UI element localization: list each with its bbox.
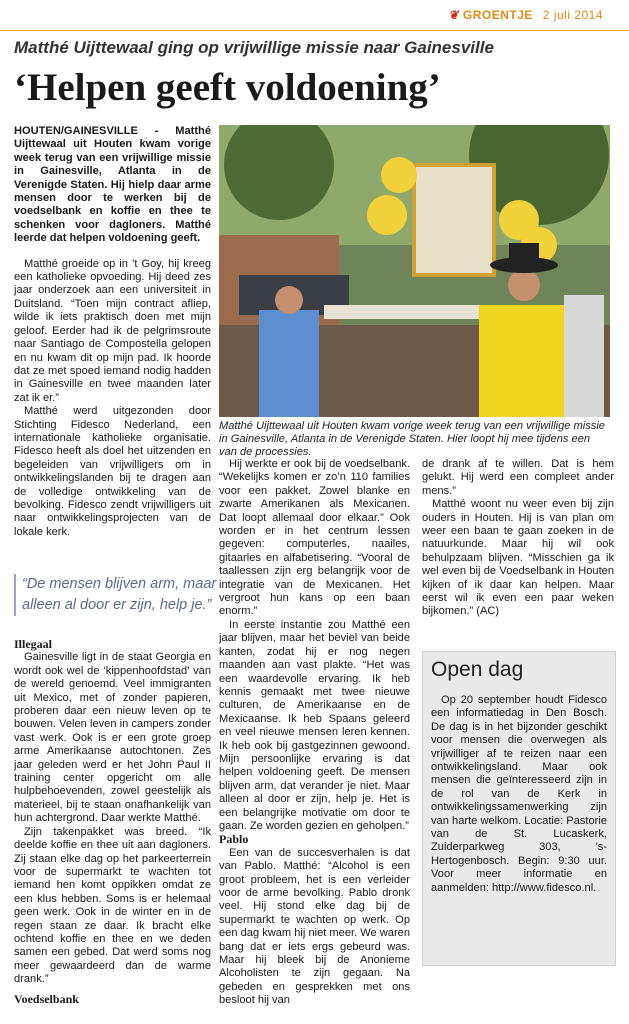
- open-dag-box: [422, 651, 616, 966]
- open-dag-text: Op 20 september houdt Fidesco een informatiedag in Den Bosch. De dag is in het bijzonder geschikt voor mensen die overwegen als vrijwilliger af te reizen naar een ontwikkelingsland. Maar ook mensen die geïnteresseerd zijn in de rol van de Kerk in ontwikkelingssamenwerking zijn van harte welkom. Locatie: Pastorie van de St. Lucaskerk, Zuiderparkweg 303, ’s-Hertogenbosch. Begin: 9:30 uur. Voor meer informatie en aanmelden: http://www.fidesco.nl.: [431, 694, 607, 894]
- lead-paragraph: HOUTEN/GAINESVILLE - Matthé Uijttewaal uit Houten kwam vorige week terug van een vrijwillige missie in Gainesville, Atlanta in de Verenigde Staten. Hij hielp daar arme mensen door te werken bij de voedselbank en koffie en thee te schenken voor dagloners. Matthé leerde dat helpen voldoening geeft.: [14, 125, 211, 245]
- column-1-bottom: [14, 638, 211, 1006]
- body-paragraph: Matthé groeide op in ’t Goy, hij kreeg een katholieke opvoeding. Hij deed zes jaar onderzoek aan een universiteit in Duitsland. “Toen mijn contract afliep, wilde ik iets praktisch doen met mijn geloof. Eerder had ik de pelgrimsroute naar Santiago de Compostella gelopen en nu kwam dit op mijn pad. Ik hoorde dat ze met spoed iemand nodig hadden in Gainesville en twee maanden later zat ik er.”: [14, 257, 211, 404]
- subhead-voedselbank: Voedselbank: [14, 991, 79, 1006]
- body-paragraph: Gainesville ligt in de staat Georgia en wordt ook wel de ‘kippenhoofdstad’ van de wereld genoemd. Veel immigranten uit Mexico, met of zonder papieren, proberen daar een nieuw leven op te bouwen. Velen leven in campers zonder vast werk. Ook is er een grote groep arme Amerikaanse autochtonen. Zes jaar geleden werd er het John Paul II training center opgericht om alle hulpbehoevenden, zowel geestelijk als materieel, bij te staan onafhankelijk van hun achtergrond. Daar werkte Matthé.: [14, 651, 211, 825]
- column-2: [219, 458, 410, 1008]
- body-paragraph: Matthé werd uitgezonden door Stichting Fidesco Nederland, een internationale katholieke organisatie. Fidesco heeft als doel het uitzenden en begeleiden van vrijwilligers om in ontwikkelingslanden bij te dragen aan de volledige ontwikkeling van de bevolking. Fidesco zendt vrijwilligers uit naar ontwikkelingsprojecten van de lokale kerk.: [14, 405, 211, 538]
- body-paragraph: de drank af te willen. Dat is hem gelukt. Hij werd een compleet ander mens.”: [422, 458, 614, 497]
- body-paragraph: Hij werkte er ook bij de voedselbank. “Wekelijks komen er zo’n 110 families voor een pakket. Zowel blanke en zwarte Amerikanen als Mexicanen. Dat loopt allemaal door elkaar.” Ook worden er in het centrum lessen gegeven: computerles, naailes, gitaarles en alfabetisering. “Vooral de taallessen zijn erg belangrijk voor de integratie van de Mexicanen. Het vergroot hun kans op een baan enorm.”: [219, 458, 410, 618]
- paper-logo-icon: ❦: [448, 8, 460, 22]
- pull-quote: “De mensen blijven arm, maar alleen al door er zijn, help je.”: [14, 574, 218, 616]
- paper-masthead: [449, 8, 603, 22]
- subhead-illegaal: Illegaal: [14, 637, 52, 651]
- body-paragraph: In eerste instantie zou Matthé een jaar blijven, maar het beviel van beide kanten, zodat hij er nog negen maanden aan vast plakte. “Het was een waardevolle ervaring. Ik heb kennis gemaakt met twee nieuwe culturen, de Amerikaanse en de Mexicaanse. Ik heb Spaans geleerd en veel nieuwe mensen leren kennen. Ik heb ook bij gastgezinnen gewoond. Mijn persoonlijke ervaring is dat helpen voldoening geeft. De mensen blijven arm, dat verander je niet. Maar alleen al door er zijn, help je. Het is een belangrijke motivatie om door te gaan. Ze worden gezien en geholpen.”: [219, 618, 410, 832]
- column-3: [422, 458, 614, 619]
- column-1-top: [14, 125, 211, 539]
- subhead-pablo: Pablo: [219, 832, 249, 847]
- open-dag-title: Open dag: [431, 658, 524, 681]
- procession-photo-image: [219, 125, 610, 417]
- body-paragraph: Een van de succesverhalen is dat van Pablo. Matthé: “Alcohol is een groot probleem, het is een verleider voor de arme bevolking. Pablo dronk veel. Hij stond elke dag bij de supermarkt te wachten op werk. Op een dag kwam hij niet meer. We waren bang dat er iets ergs gebeurd was. Maar hij bleek bij de Anonieme Alcoholisten te zijn gegaan. Na gebeden en gesprekken met ons besloot hij van: [219, 846, 410, 1007]
- masthead: [8, 0, 621, 30]
- masthead-rule: [0, 30, 629, 31]
- procession-photo: [219, 125, 610, 417]
- paper-name: GROENTJE: [462, 8, 533, 22]
- kicker: Matthé Uijttewaal ging op vrijwillige missie naar Gainesville: [14, 38, 494, 57]
- issue-date: 2 juli 2014: [542, 8, 603, 22]
- body-paragraph: Matthé woont nu weer even bij zijn ouders in Houten. Hij is van plan om weer een baan te gaan zoeken in de natuurkunde. Maar hij wil ook behulpzaam blijven. “Misschien ga ik wel even bij de Voedselbank in Houten kijken of ik daar kan helpen. Maar eerst wil ik even een paar weken bijkomen.” (AC): [422, 498, 614, 618]
- body-paragraph: Zijn takenpakket was breed. “Ik deelde koffie en thee uit aan dagloners. Zij staan elke dag op het parkeerterrein voor de supermarkt te wachten tot iemand hen komt oppikken omdat ze een klus hebben. Soms is er helemaal geen werk. Ook in de winter en in de regen staan ze daar. Ik bracht elke ochtend koffie en thee en we deden samen een gebed. Dat werd soms nog meer gewaardeerd dan de warme drank.”: [14, 825, 211, 986]
- photo-caption: Matthé Uijttewaal uit Houten kwam vorige week terug van een vrijwillige missie in Gainesville, Atlanta in de Verenigde Staten. Hier loopt hij mee tijdens een van de processies.: [219, 420, 605, 458]
- headline: ‘Helpen geeft voldoening’: [14, 66, 441, 109]
